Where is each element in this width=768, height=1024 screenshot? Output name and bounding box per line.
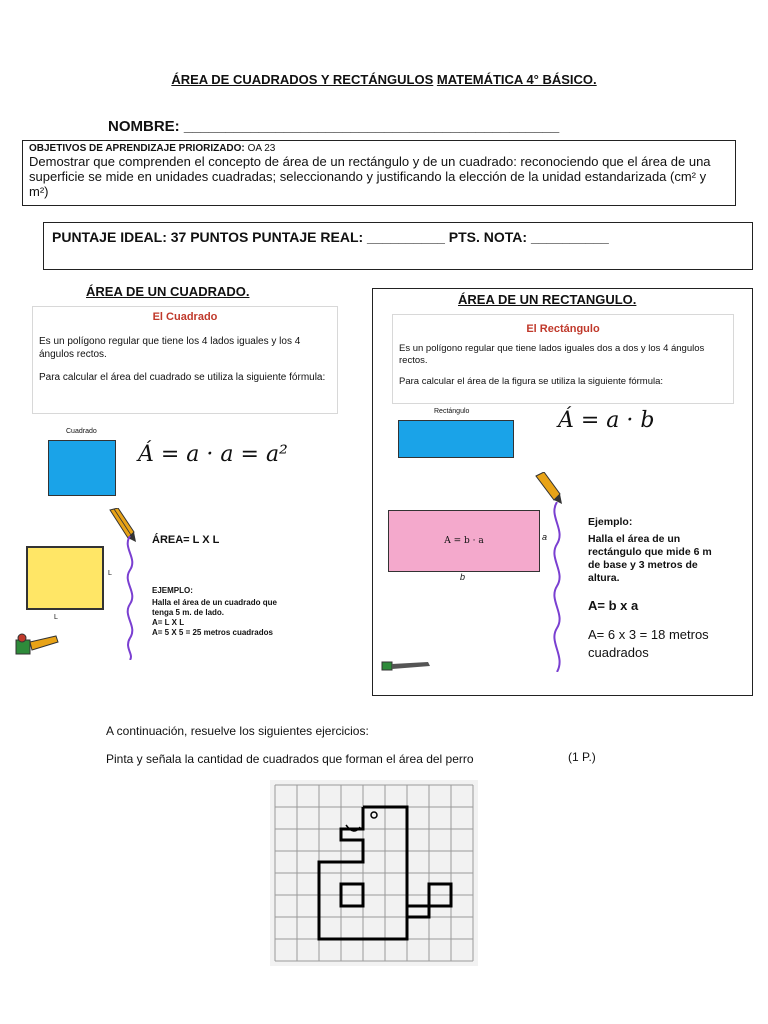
- rectangulo-example-line3: de base y 3 metros de: [588, 559, 698, 571]
- rectangulo-formula: Á = a · b: [558, 408, 655, 433]
- rectangulo-example-line4: altura.: [588, 572, 620, 584]
- cuadrado-example-title: EJEMPLO:: [152, 586, 193, 595]
- cuadrado-example-line2: tenga 5 m. de lado.: [152, 608, 225, 617]
- rectangulo-card-formula-intro: Para calcular el área de la figura se utiliza la siguiente fórmula:: [399, 376, 664, 387]
- cuadrado-example-line3: A= L X L: [152, 618, 185, 627]
- puntaje-box: [43, 222, 753, 270]
- pencil-sharpener-icon: [14, 630, 62, 660]
- rectangulo-example-line1: Halla el área de un: [588, 533, 681, 545]
- rectangulo-card-title: El Rectángulo: [526, 323, 600, 335]
- title-subject: MATEMÁTICA 4° BÁSICO.: [436, 72, 597, 87]
- rectangulo-shape-label: Rectángulo: [434, 408, 470, 415]
- pink-rectangle-formula: A = b · a: [444, 536, 484, 546]
- objetivos-text: Demostrar que comprenden el concepto de área de un rectángulo y de un cuadrado: reconociendo que el área de una superficie se mide en unidades cuadradas; seleccionando y justificando la elección de la unidad estandarizada (cm² y m²): [29, 154, 711, 199]
- rectangulo-heading: ÁREA DE UN RECTANGULO.: [458, 292, 637, 307]
- blue-square: [48, 440, 116, 496]
- pink-rectangle: [388, 510, 540, 572]
- cuadrado-card: [32, 306, 338, 414]
- yellow-square-side-label: L: [108, 570, 112, 577]
- cuadrado-area-label: ÁREA= L X L: [152, 534, 220, 546]
- pink-rectangle-side-b: b: [460, 572, 466, 582]
- pencil-icon: [534, 472, 564, 506]
- cuadrado-formula: Á = a · a = a²: [138, 442, 288, 467]
- pencil-sharpener-icon: [380, 660, 432, 672]
- rectangulo-example-formula: A= b x a: [588, 598, 639, 613]
- ejercicio-1-points: (1 P.): [568, 750, 596, 764]
- nombre-line: NOMBRE: _____________________________________________: [108, 118, 560, 135]
- objetivos-code: OA 23: [247, 143, 276, 154]
- squiggle-decoration: [546, 502, 568, 672]
- yellow-square: [26, 546, 104, 610]
- objetivos-box: [22, 140, 736, 206]
- objetivos-heading: [29, 143, 729, 154]
- blue-rectangle: [398, 420, 514, 458]
- rectangulo-card-definition: Es un polígono regular que tiene lados iguales dos a dos y los 4 ángulos rectos.: [399, 343, 705, 366]
- objetivos-heading-text: OBJETIVOS DE APRENDIZAJE PRIORIZADO:: [29, 143, 245, 154]
- rectangulo-result-line2: cuadrados: [588, 645, 649, 660]
- puntaje-text: PUNTAJE IDEAL: 37 PUNTOS PUNTAJE REAL: __________ PTS. NOTA: __________: [52, 229, 609, 245]
- squiggle-decoration: [120, 536, 140, 660]
- rectangulo-example: [588, 516, 712, 585]
- cuadrado-example-line1: Halla el área de un cuadrado que: [152, 598, 277, 607]
- cuadrado-card-definition: Es un polígono regular que tiene los 4 lados iguales y los 4 ángulos rectos.: [39, 336, 301, 360]
- cuadrado-card-formula-intro: Para calcular el área del cuadrado se utiliza la siguiente fórmula:: [39, 372, 326, 383]
- yellow-square-base-label: L: [54, 614, 58, 621]
- page-title: [0, 72, 768, 87]
- pink-rectangle-side-a: a: [542, 532, 548, 542]
- rectangulo-example-result: [588, 626, 709, 662]
- rectangulo-example-line2: rectángulo que mide 6 m: [588, 546, 712, 558]
- cuadrado-example-line4: A= 5 X 5 = 25 metros cuadrados: [152, 628, 273, 637]
- rectangulo-card: [392, 314, 734, 404]
- cuadrado-shape-label: Cuadrado: [66, 428, 97, 435]
- cuadrado-heading: ÁREA DE UN CUADRADO.: [86, 284, 250, 299]
- ejercicio-1-instruction: Pinta y señala la cantidad de cuadrados que forman el área del perro: [106, 752, 474, 766]
- ejercicios-intro: A continuación, resuelve los siguientes ejercicios:: [106, 724, 369, 738]
- cuadrado-card-title: El Cuadrado: [152, 311, 218, 323]
- rectangulo-result-line1: A= 6 x 3 = 18 metros: [588, 627, 709, 642]
- dog-grid: [270, 780, 478, 966]
- rectangulo-example-title: Ejemplo:: [588, 516, 633, 528]
- cuadrado-example: [152, 586, 277, 638]
- title-main: ÁREA DE CUADRADOS Y RECTÁNGULOS: [171, 72, 434, 87]
